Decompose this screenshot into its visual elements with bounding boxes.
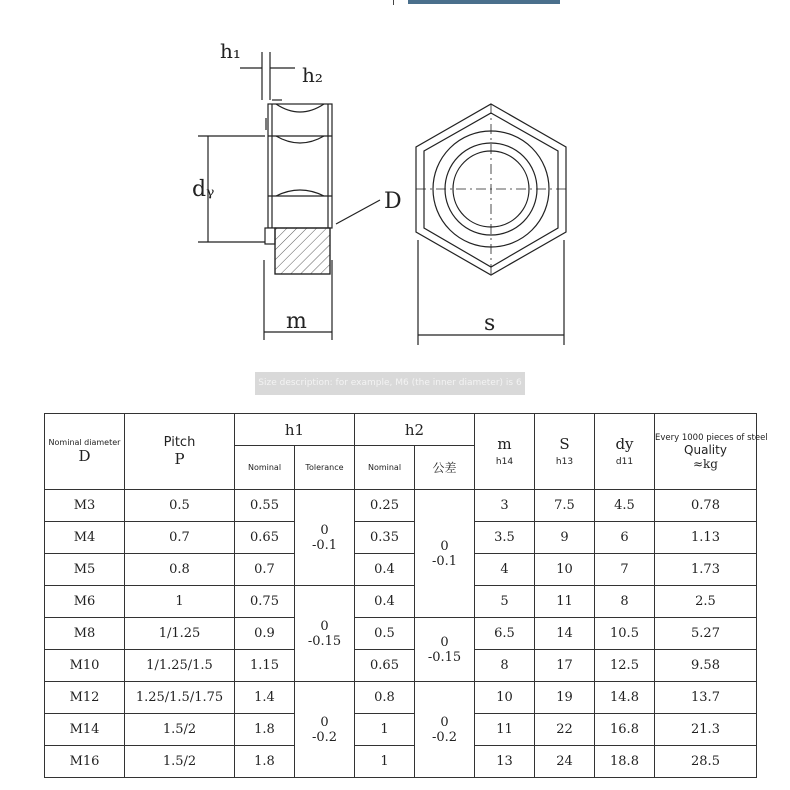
table-row bbox=[45, 554, 757, 586]
table-cell: 4 bbox=[475, 554, 535, 586]
table-cell: M8 bbox=[45, 618, 125, 650]
table-row bbox=[45, 714, 757, 746]
table-cell: 0.75 bbox=[235, 586, 295, 618]
nut-technical-drawing bbox=[0, 0, 790, 370]
table-cell: M10 bbox=[45, 650, 125, 682]
table-cell: 0.7 bbox=[125, 522, 235, 554]
table-cell: 0.7 bbox=[235, 554, 295, 586]
table-cell: 5.27 bbox=[655, 618, 757, 650]
table-cell: 10.5 bbox=[595, 618, 655, 650]
label-h2: h₂ bbox=[302, 63, 323, 87]
header-h2-nominal: Nominal bbox=[355, 446, 415, 490]
table-cell: 1.4 bbox=[235, 682, 295, 714]
table-cell: 0.78 bbox=[655, 490, 757, 522]
table-cell: 0.8 bbox=[125, 554, 235, 586]
table-cell: 7 bbox=[595, 554, 655, 586]
table-cell: 5 bbox=[475, 586, 535, 618]
table-cell: 0.9 bbox=[235, 618, 295, 650]
table-cell: 1 bbox=[355, 714, 415, 746]
table-cell: 17 bbox=[535, 650, 595, 682]
header-m: m h14 bbox=[475, 414, 535, 490]
header-h1-nominal: Nominal bbox=[235, 446, 295, 490]
table-cell: 19 bbox=[535, 682, 595, 714]
table-cell: 1.8 bbox=[235, 746, 295, 778]
table-cell: 11 bbox=[535, 586, 595, 618]
table-row bbox=[45, 746, 757, 778]
table-cell: 0.65 bbox=[235, 522, 295, 554]
table-cell: M4 bbox=[45, 522, 125, 554]
table-cell: 6.5 bbox=[475, 618, 535, 650]
table-cell: 13 bbox=[475, 746, 535, 778]
table-cell: 4.5 bbox=[595, 490, 655, 522]
top-view bbox=[416, 104, 566, 345]
table-cell: 12.5 bbox=[595, 650, 655, 682]
header-h1-tolerance: Tolerance bbox=[295, 446, 355, 490]
h1-tolerance-1: 0 -0.1 bbox=[295, 490, 355, 586]
table-cell: 1.5/2 bbox=[125, 714, 235, 746]
table-cell: 0.4 bbox=[355, 554, 415, 586]
header-h2-tolerance: 公差 bbox=[415, 446, 475, 490]
table-cell: 24 bbox=[535, 746, 595, 778]
table-cell: M14 bbox=[45, 714, 125, 746]
table-cell: 1.73 bbox=[655, 554, 757, 586]
header-s: S h13 bbox=[535, 414, 595, 490]
table-row bbox=[45, 522, 757, 554]
table-cell: 10 bbox=[535, 554, 595, 586]
table-cell: 2.5 bbox=[655, 586, 757, 618]
table-cell: 9.58 bbox=[655, 650, 757, 682]
table-cell: 6 bbox=[595, 522, 655, 554]
table-row bbox=[45, 618, 757, 650]
table-row bbox=[45, 682, 757, 714]
table-cell: 0.5 bbox=[125, 490, 235, 522]
header-nominal-diameter: Nominal diameter D bbox=[45, 414, 125, 490]
table-cell: 1.25/1.5/1.75 bbox=[125, 682, 235, 714]
table-cell: 10 bbox=[475, 682, 535, 714]
table-cell: 0.55 bbox=[235, 490, 295, 522]
label-h1: h₁ bbox=[220, 39, 241, 63]
header-pitch: Pitch P bbox=[125, 414, 235, 490]
header-dy: dy d11 bbox=[595, 414, 655, 490]
label-m: m bbox=[286, 309, 307, 334]
table-cell: 1.15 bbox=[235, 650, 295, 682]
table-cell: 8 bbox=[475, 650, 535, 682]
table-cell: 3 bbox=[475, 490, 535, 522]
table-cell: M16 bbox=[45, 746, 125, 778]
table-cell: 14.8 bbox=[595, 682, 655, 714]
table-cell: 1.13 bbox=[655, 522, 757, 554]
table-cell: 21.3 bbox=[655, 714, 757, 746]
table-cell: 1/1.25/1.5 bbox=[125, 650, 235, 682]
table-row bbox=[45, 490, 757, 522]
table-cell: 1.8 bbox=[235, 714, 295, 746]
table-cell: M6 bbox=[45, 586, 125, 618]
h1-tolerance-3: 0 -0.2 bbox=[295, 682, 355, 778]
table-cell: 13.7 bbox=[655, 682, 757, 714]
h2-tolerance-3: 0 -0.2 bbox=[415, 682, 475, 778]
table-cell: 0.25 bbox=[355, 490, 415, 522]
table-cell: 7.5 bbox=[535, 490, 595, 522]
label-s: s bbox=[484, 311, 496, 336]
table-cell: 18.8 bbox=[595, 746, 655, 778]
table-cell: 22 bbox=[535, 714, 595, 746]
h1-tolerance-2: 0 -0.15 bbox=[295, 586, 355, 682]
table-cell: 1.5/2 bbox=[125, 746, 235, 778]
table-cell: 1/1.25 bbox=[125, 618, 235, 650]
h2-tolerance-2: 0 -0.15 bbox=[415, 618, 475, 682]
table-cell: M12 bbox=[45, 682, 125, 714]
table-cell: 11 bbox=[475, 714, 535, 746]
table-cell: 14 bbox=[535, 618, 595, 650]
table-cell: 0.35 bbox=[355, 522, 415, 554]
label-D: D bbox=[384, 189, 402, 214]
table-cell: 1 bbox=[125, 586, 235, 618]
side-view bbox=[198, 52, 380, 340]
table-cell: 28.5 bbox=[655, 746, 757, 778]
table-cell: 3.5 bbox=[475, 522, 535, 554]
table-cell: 16.8 bbox=[595, 714, 655, 746]
nut-spec-table bbox=[44, 413, 768, 778]
header-h1: h1 bbox=[235, 414, 355, 446]
table-cell: 0.65 bbox=[355, 650, 415, 682]
table-row bbox=[45, 650, 757, 682]
header-quality: Every 1000 pieces of steel Quality ≈kg bbox=[655, 414, 757, 490]
table-row bbox=[45, 586, 757, 618]
table-cell: 1 bbox=[355, 746, 415, 778]
table-cell: 0.8 bbox=[355, 682, 415, 714]
table-cell: 8 bbox=[595, 586, 655, 618]
table-cell: M5 bbox=[45, 554, 125, 586]
size-description-caption: Size description: for example, M6 (the inner diameter) is 6 bbox=[255, 372, 525, 395]
header-h2: h2 bbox=[355, 414, 475, 446]
table-cell: 0.4 bbox=[355, 586, 415, 618]
h2-tolerance-1: 0 -0.1 bbox=[415, 490, 475, 618]
label-dy: dᵧ bbox=[192, 177, 215, 202]
table-cell: 0.5 bbox=[355, 618, 415, 650]
table-cell: M3 bbox=[45, 490, 125, 522]
table-cell: 9 bbox=[535, 522, 595, 554]
